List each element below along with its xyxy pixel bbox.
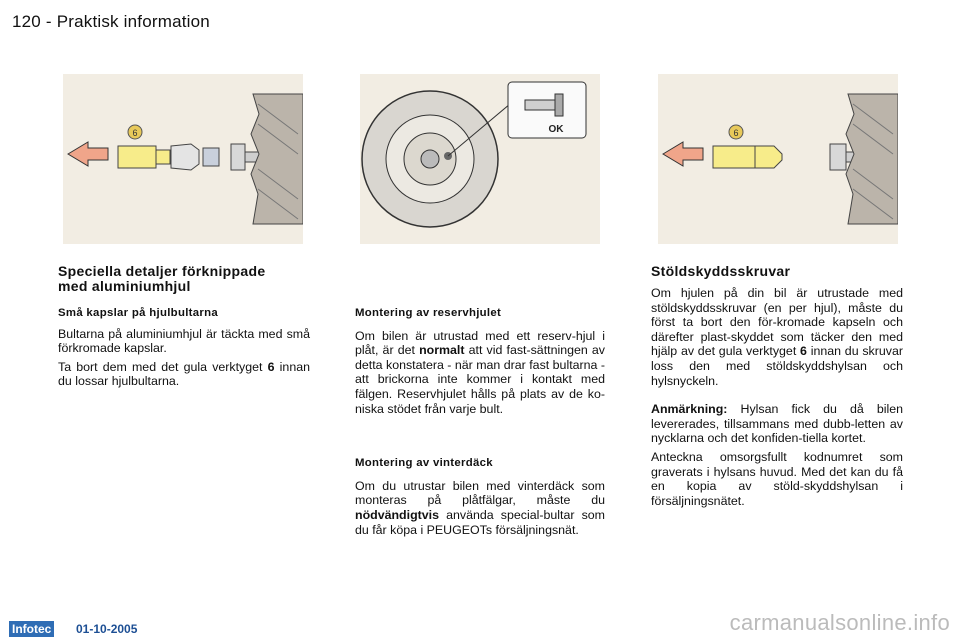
text-winter-pre: Om du utrustar bilen med vinterdäck som monteras på plåtfälgar, måste du: [355, 478, 605, 508]
left-column: [58, 264, 310, 389]
bolt-head-icon: [231, 144, 245, 170]
paragraph-note: [651, 402, 903, 446]
arrow-left-icon: [663, 142, 703, 166]
tool-badge-label: 6: [733, 128, 739, 138]
title-line-1: Speciella detaljer förknippade: [58, 263, 266, 279]
antitheft-bolt-icon: [830, 144, 846, 170]
title-line-2: med aluminiumhjul: [58, 278, 191, 294]
middle-column: [355, 306, 605, 537]
paragraph-remove: [58, 360, 310, 389]
paragraph-code: Anteckna omsorgsfullt kodnumret som graverats i hylsans huvud. Med det kan du få en kopia av stöld-skyddshylsan i försäljningsnätet.: [651, 449, 903, 508]
section-title-antitheft: Stöldskyddsskruvar: [651, 263, 791, 279]
header-separator: -: [40, 12, 57, 31]
text-spare-pre: Om bilen är utrustad med ett reserv-hjul i plåt, är det: [355, 328, 605, 358]
text-winter-post: använda special-bultar som du får köpa i PEUGEOTs försäljningsnät.: [355, 507, 605, 537]
right-column: [651, 264, 903, 508]
subhead-winter-tyres: Montering av vinterdäck: [355, 457, 493, 470]
subhead-caps: Små kapslar på hjulbultarna: [58, 307, 219, 319]
antitheft-drawing: [658, 74, 898, 244]
cap-removal-drawing: [63, 74, 303, 244]
text-antitheft-post: innan du skruvar loss den med stöldskyddshylsan och hylsnyckeln.: [651, 344, 903, 388]
ok-label: OK: [548, 124, 564, 135]
text-remove-post: innan du lossar hjulbultarna.: [58, 359, 310, 389]
hub-icon: [421, 150, 439, 168]
tool-number: 6: [800, 344, 807, 359]
illustration-antitheft-bolt: [658, 74, 898, 244]
text-antitheft-pre: Om hjulen på din bil är utrustade med stöldskyddsskruvar (en per hjul), måste du först ta bort den för-kromade kapseln och därefter plast-skyddet som täcker den med hjälp av det gula verktyget: [651, 286, 903, 359]
chrome-cap-icon: [171, 144, 199, 170]
text-remove-pre: Ta bort dem med det gula verktyget: [58, 359, 268, 374]
paragraph-winter-tyres: [355, 479, 605, 537]
yellow-tool-icon: [713, 146, 755, 168]
page-number: 120: [12, 12, 41, 31]
wheel-hub-section-icon: [846, 94, 898, 224]
note-text: Hylsan fick du då bilen levererades, tillsammans med dubb-letten av nycklarna och det konfiden-tiella kortet.: [651, 402, 903, 446]
wheel-hub-section-icon: [251, 94, 303, 224]
section-title-aluminium: [58, 264, 310, 294]
infotec-badge: Infotec: [9, 621, 54, 637]
yellow-tool-icon: [118, 146, 156, 168]
illustration-spare-wheel: [360, 74, 600, 244]
spare-wheel-drawing: [360, 74, 600, 244]
subhead-spare-wheel: Montering av reservhjulet: [355, 307, 502, 319]
illustration-cap-removal: [63, 74, 303, 244]
page-title: Praktisk information: [56, 12, 210, 31]
note-label: Anmärkning:: [651, 402, 728, 417]
paragraph-antitheft: [651, 286, 903, 388]
footer-date: 01-10-2005: [76, 622, 138, 636]
text-spare-post: att vid fast-sättningen av detta konstatera - när man drar fast bultarna - att brickorna inte kommer i kontakt med fälgen. Reservhjulet hålls på plats av de ko-niska stödet från varje bult.: [355, 343, 606, 416]
text-winter-bold: nödvändigtvis: [355, 507, 439, 522]
text-spare-bold: normalt: [419, 343, 465, 358]
arrow-left-icon: [68, 142, 108, 166]
paragraph-caps: Bultarna på aluminiumhjul är täckta med små förkromade kapslar.: [58, 326, 310, 356]
page-header: [12, 12, 210, 32]
tool-number: 6: [267, 359, 275, 374]
paragraph-spare-wheel: [355, 329, 605, 417]
watermark: carmanualsonline.info: [729, 610, 950, 635]
tool-badge-label: 6: [132, 128, 138, 138]
